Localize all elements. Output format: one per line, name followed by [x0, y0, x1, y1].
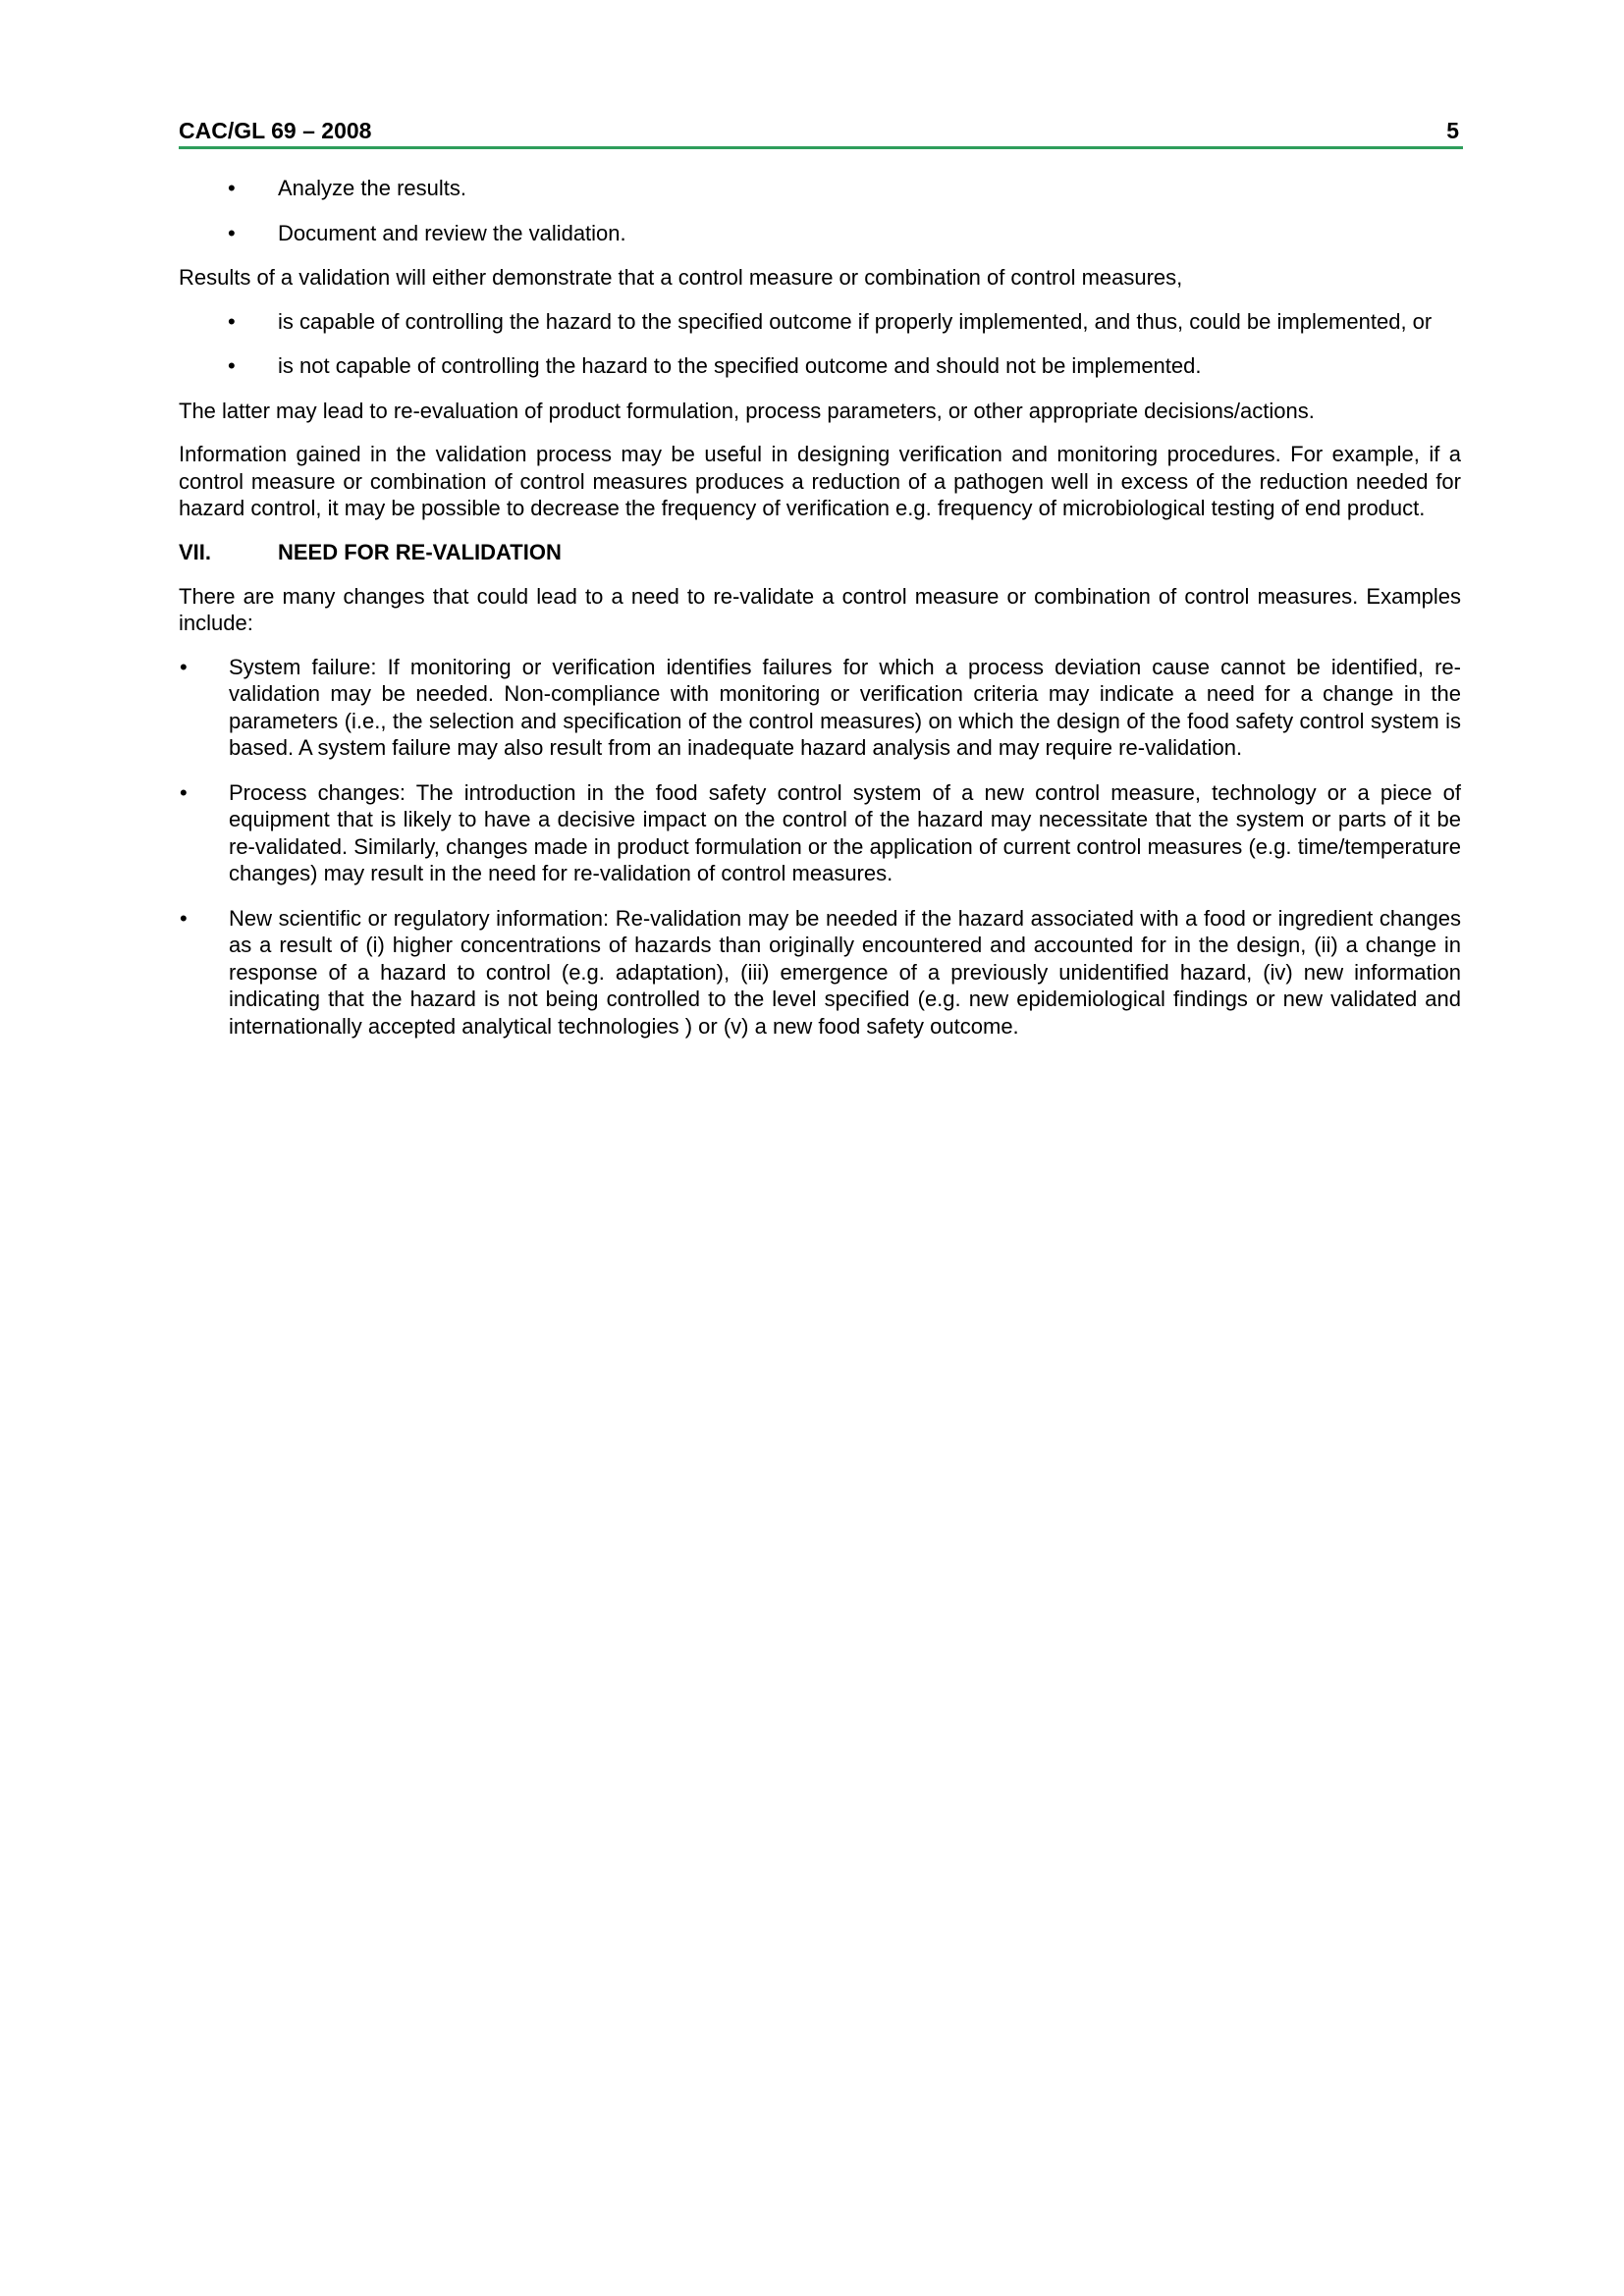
- list-item-text: Document and review the validation.: [278, 220, 626, 245]
- list-item: [179, 654, 1461, 762]
- results-paragraph: Results of a validation will either demonstrate that a control measure or combination of control measures,: [179, 265, 1183, 290]
- section-title: NEED FOR RE-VALIDATION: [278, 539, 562, 564]
- header-rule: [179, 146, 1463, 149]
- bullet-icon: •: [180, 654, 188, 679]
- list-item-text: is capable of controlling the hazard to the specified outcome if properly implemented, and thus, could be implemented, or: [278, 308, 1433, 334]
- list-item: [179, 220, 1461, 247]
- information-paragraph: Information gained in the validation process may be useful in designing verification and monitoring procedures. For example, if a control measure or combination of control measures produces a reduction of a pathogen well in excess of the reduction needed for hazard control, it may be possible to decrease the frequency of verification e.g. frequency of microbiological testing of end product.: [179, 442, 1461, 520]
- list-item: [179, 905, 1461, 1041]
- validation-steps-list: [179, 175, 1461, 246]
- list-item-text: Process changes: The introduction in the food safety control system of a new control measure, technology or a piece of equipment that is likely to have a decisive impact on the control of the hazard may necessitate that the system or parts of it be re-validated. Similarly, changes made in product formulation or the application of current control measures (e.g. time/temperature changes) may result in the need for re-validation of control measures.: [229, 779, 1461, 885]
- list-item: [179, 352, 1461, 380]
- page-number: 5: [1446, 118, 1459, 143]
- latter-paragraph: The latter may lead to re-evaluation of product formulation, process parameters, or other appropriate decisions/actions.: [179, 398, 1315, 423]
- bullet-icon: •: [228, 353, 236, 378]
- page-content: [179, 175, 1461, 1057]
- changes-paragraph: There are many changes that could lead to a need to re-validate a control measure or combination of control measures. Examples include:: [179, 583, 1461, 635]
- document-code: CAC/GL 69 – 2008: [179, 118, 372, 143]
- results-list: [179, 308, 1461, 380]
- bullet-icon: •: [180, 779, 188, 805]
- bullet-icon: •: [228, 176, 236, 200]
- list-item-text: Analyze the results.: [278, 176, 466, 200]
- list-item-text: System failure: If monitoring or verification identifies failures for which a process deviation cause cannot be identified, re-validation may be needed. Non-compliance with monitoring or verification criteria may indicate a need for a change in the parameters (i.e., the selection and specification of the control measures) on which the design of the food safety control system is based. A system failure may also result from an inadequate hazard analysis and may require re-validation.: [229, 654, 1461, 760]
- list-item-text: New scientific or regulatory information: Re-validation may be needed if the hazard associated with a food or ingredient changes as a result of (i) higher concentrations of hazards than originally encountered and accounted for in the design, (ii) a change in response of a hazard to control (e.g. adaptation), (iii) emergence of a previously unidentified hazard, (iv) new information indicating that the hazard is not being controlled to the level specified (e.g. new epidemiological findings or new validated and internationally accepted analytical technologies ) or (v) a new food safety outcome.: [229, 905, 1461, 1039]
- list-item: [179, 175, 1461, 202]
- section-heading: [179, 539, 1461, 566]
- list-item-text: is not capable of controlling the hazard to the specified outcome and should not be implemented.: [278, 353, 1202, 378]
- list-item: [179, 308, 1461, 336]
- section-number: VII.: [179, 539, 212, 564]
- bullet-icon: •: [180, 905, 188, 931]
- bullet-icon: •: [228, 220, 236, 245]
- bullet-icon: •: [228, 308, 236, 334]
- list-item: [179, 779, 1461, 887]
- examples-list: [179, 654, 1461, 1041]
